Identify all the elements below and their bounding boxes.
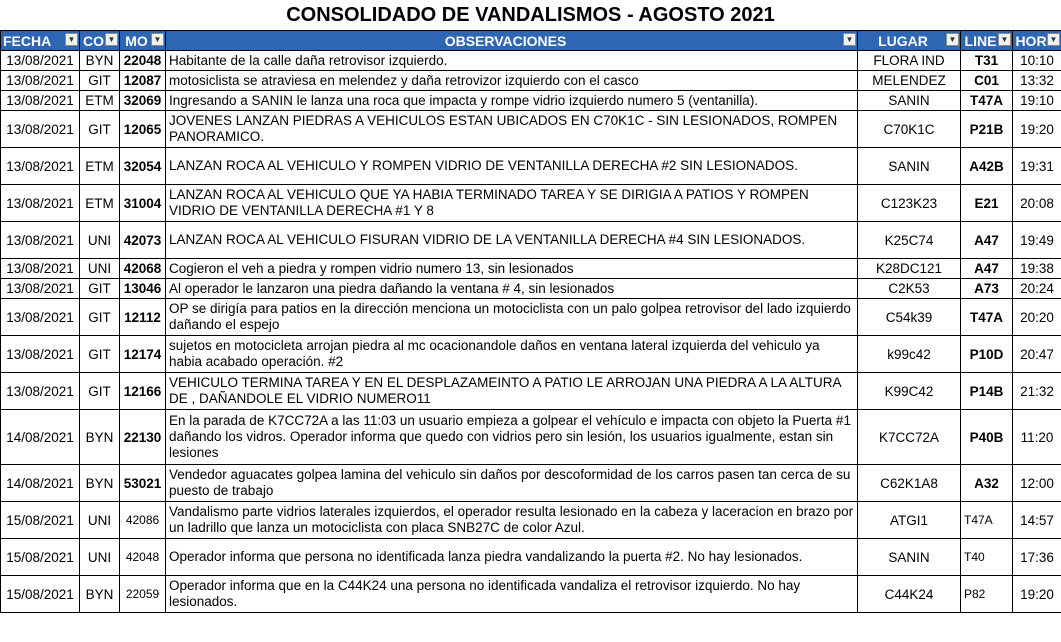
cell-mo[interactable]: 42086 [120, 502, 166, 539]
cell-fecha[interactable]: 14/08/2021 [1, 410, 80, 465]
filter-dropdown-icon[interactable]: ▼ [946, 33, 959, 46]
cell-observaciones[interactable]: Vandalismo parte vidrios laterales izquierdos, el operador resulta lesionado en la cabeza y laceracion en brazo por un ladrillo que lanza un motociclista con placa SNB27C de color Azul. [166, 502, 858, 539]
cell-lugar[interactable]: K28DC121 [858, 259, 961, 279]
cell-co[interactable]: BYN [80, 576, 120, 613]
column-header-observaciones[interactable] [166, 31, 858, 51]
cell-observaciones[interactable]: Vendedor aguacates golpea lamina del vehiculo sin daños por descoformidad de los carros pasen tan cerca de su puesto de trabajo [166, 465, 858, 502]
filter-dropdown-icon[interactable]: ▼ [1047, 33, 1060, 46]
cell-observaciones[interactable]: JOVENES LANZAN PIEDRAS A VEHICULOS ESTAN UBICADOS EN C70K1C - SIN LESIONADOS, ROMPEN PANORAMICO. [166, 111, 858, 148]
column-header-label: OBSERVACIONES [444, 32, 567, 49]
cell-co[interactable]: BYN [80, 410, 120, 465]
column-header-hora[interactable] [1013, 31, 1061, 51]
cell-hora[interactable]: 20:24 [1013, 279, 1061, 299]
cell-linea[interactable]: A47 [961, 222, 1013, 259]
cell-hora[interactable]: 19:38 [1013, 259, 1061, 279]
table-row [1, 373, 1061, 410]
cell-mo[interactable]: 12174 [120, 336, 166, 373]
cell-co[interactable]: UNI [80, 222, 120, 259]
table-row [1, 576, 1061, 613]
column-header-label: HOR [1015, 32, 1047, 49]
cell-hora[interactable]: 14:57 [1013, 502, 1061, 539]
cell-hora[interactable]: 20:08 [1013, 185, 1061, 222]
filter-dropdown-icon[interactable]: ▼ [151, 33, 164, 46]
cell-mo[interactable]: 22130 [120, 410, 166, 465]
cell-hora[interactable]: 19:20 [1013, 576, 1061, 613]
cell-lugar[interactable]: C70K1C [858, 111, 961, 148]
cell-observaciones[interactable]: Ingresando a SANIN le lanza una roca que impacta y rompe vidrio izquierdo numero 5 (ventanilla). [166, 91, 858, 111]
cell-mo[interactable]: 42048 [120, 539, 166, 576]
cell-linea[interactable]: P21B [961, 111, 1013, 148]
cell-fecha[interactable]: 13/08/2021 [1, 71, 80, 91]
table-row [1, 410, 1061, 465]
table-row [1, 71, 1061, 91]
cell-linea[interactable]: C01 [961, 71, 1013, 91]
table-row [1, 148, 1061, 185]
cell-linea[interactable]: T47A [961, 91, 1013, 111]
cell-lugar[interactable]: C2K53 [858, 279, 961, 299]
cell-mo[interactable]: 42073 [120, 222, 166, 259]
table-row [1, 259, 1061, 279]
cell-mo[interactable]: 31004 [120, 185, 166, 222]
cell-lugar[interactable]: C123K23 [858, 185, 961, 222]
cell-lugar[interactable]: K99C42 [858, 373, 961, 410]
cell-fecha[interactable]: 15/08/2021 [1, 539, 80, 576]
cell-fecha[interactable]: 13/08/2021 [1, 91, 80, 111]
cell-fecha[interactable]: 15/08/2021 [1, 576, 80, 613]
cell-fecha[interactable]: 13/08/2021 [1, 259, 80, 279]
cell-linea[interactable]: A42B [961, 148, 1013, 185]
cell-lugar[interactable]: SANIN [858, 148, 961, 185]
cell-co[interactable]: GIT [80, 373, 120, 410]
cell-lugar[interactable]: K7CC72A [858, 410, 961, 465]
cell-linea[interactable]: T40 [961, 539, 1013, 576]
cell-co[interactable]: UNI [80, 539, 120, 576]
cell-fecha[interactable]: 13/08/2021 [1, 111, 80, 148]
cell-lugar[interactable]: SANIN [858, 91, 961, 111]
cell-lugar[interactable]: C44K24 [858, 576, 961, 613]
header-row [1, 31, 1061, 51]
cell-co[interactable]: GIT [80, 71, 120, 91]
cell-co[interactable]: GIT [80, 111, 120, 148]
cell-co[interactable]: UNI [80, 259, 120, 279]
cell-co[interactable]: BYN [80, 465, 120, 502]
column-header-linea[interactable] [961, 31, 1013, 51]
table-row [1, 51, 1061, 71]
cell-co[interactable]: ETM [80, 148, 120, 185]
cell-linea[interactable]: T31 [961, 51, 1013, 71]
cell-lugar[interactable]: FLORA IND [858, 51, 961, 71]
cell-hora[interactable]: 20:20 [1013, 299, 1061, 336]
cell-fecha[interactable]: 13/08/2021 [1, 51, 80, 71]
cell-fecha[interactable]: 13/08/2021 [1, 336, 80, 373]
cell-observaciones[interactable]: VEHICULO TERMINA TAREA Y EN EL DESPLAZAMEINTO A PATIO LE ARROJAN UNA PIEDRA A LA ALTURA DE , DAÑANDOLE EL VIDRIO NUMERO11 [166, 373, 858, 410]
column-header-co[interactable] [80, 31, 120, 51]
table-row [1, 222, 1061, 259]
cell-lugar[interactable]: C54k39 [858, 299, 961, 336]
table-row [1, 502, 1061, 539]
cell-fecha[interactable]: 13/08/2021 [1, 222, 80, 259]
cell-hora[interactable]: 19:10 [1013, 91, 1061, 111]
table-row [1, 539, 1061, 576]
cell-observaciones[interactable]: sujetos en motocicleta arrojan piedra al mc ocacionandole daños en ventana lateral izquierda del vehiculo ya habia acabado operación. #2 [166, 336, 858, 373]
table-row [1, 111, 1061, 148]
cell-observaciones[interactable]: En la parada de K7CC72A a las 11:03 un usuario empieza a golpear el vehículo e impacta con objeto la Puerta #1 dañando los vidros. Operador informa que quedo con vidrios pero sin lesión, los usuarios igualmente, estan sin lesiones [166, 410, 858, 465]
cell-observaciones[interactable]: Operador informa que en la C44K24 una persona no identificada vandaliza el retrovisor izquierdo. No hay lesionados. [166, 576, 858, 613]
table-row [1, 299, 1061, 336]
cell-co[interactable]: BYN [80, 51, 120, 71]
cell-linea[interactable]: P10D [961, 336, 1013, 373]
cell-hora[interactable]: 13:32 [1013, 71, 1061, 91]
cell-fecha[interactable]: 13/08/2021 [1, 299, 80, 336]
cell-observaciones[interactable]: LANZAN ROCA AL VEHICULO FISURAN VIDRIO DE LA VENTANILLA DERECHA #4 SIN LESIONADOS. [166, 222, 858, 259]
table-row [1, 279, 1061, 299]
cell-co[interactable]: GIT [80, 336, 120, 373]
column-header-label: FECHA [3, 32, 52, 49]
cell-co[interactable]: ETM [80, 185, 120, 222]
cell-lugar[interactable]: K25C74 [858, 222, 961, 259]
cell-hora[interactable]: 17:36 [1013, 539, 1061, 576]
sheet-title: CONSOLIDADO DE VANDALISMOS - AGOSTO 2021 [0, 0, 1061, 30]
cell-linea[interactable]: P14B [961, 373, 1013, 410]
cell-linea[interactable]: A73 [961, 279, 1013, 299]
cell-fecha[interactable]: 14/08/2021 [1, 465, 80, 502]
cell-linea[interactable]: T47A [961, 502, 1013, 539]
cell-co[interactable]: ETM [80, 91, 120, 111]
cell-hora[interactable]: 20:47 [1013, 336, 1061, 373]
column-header-lugar[interactable] [858, 31, 961, 51]
cell-linea[interactable]: A32 [961, 465, 1013, 502]
cell-fecha[interactable]: 15/08/2021 [1, 502, 80, 539]
cell-mo[interactable]: 12166 [120, 373, 166, 410]
cell-mo[interactable]: 22059 [120, 576, 166, 613]
cell-mo[interactable]: 53021 [120, 465, 166, 502]
cell-fecha[interactable]: 13/08/2021 [1, 148, 80, 185]
cell-lugar[interactable]: k99c42 [858, 336, 961, 373]
column-header-mo[interactable] [120, 31, 166, 51]
filter-sort-icon[interactable]: ▼ [65, 33, 78, 46]
cell-co[interactable]: GIT [80, 299, 120, 336]
column-header-fecha[interactable] [1, 31, 80, 51]
table-row [1, 465, 1061, 502]
cell-observaciones[interactable]: Operador informa que persona no identificada lanza piedra vandalizando la puerta #2. No hay lesionados. [166, 539, 858, 576]
cell-lugar[interactable]: C62K1A8 [858, 465, 961, 502]
cell-mo[interactable]: 32054 [120, 148, 166, 185]
table-row [1, 336, 1061, 373]
filter-dropdown-icon[interactable]: ▼ [998, 33, 1011, 46]
cell-observaciones[interactable]: Cogieron el veh a piedra y rompen vidrio numero 13, sin lesionados [166, 259, 858, 279]
cell-lugar[interactable]: ATGI1 [858, 502, 961, 539]
cell-linea[interactable]: T47A [961, 299, 1013, 336]
filter-dropdown-icon[interactable]: ▼ [843, 33, 856, 46]
cell-linea[interactable]: P82 [961, 576, 1013, 613]
cell-linea[interactable]: P40B [961, 410, 1013, 465]
cell-hora[interactable]: 19:20 [1013, 111, 1061, 148]
cell-hora[interactable]: 10:10 [1013, 51, 1061, 71]
cell-hora[interactable]: 12:00 [1013, 465, 1061, 502]
cell-hora[interactable]: 11:20 [1013, 410, 1061, 465]
cell-observaciones[interactable]: motosiclista se atraviesa en melendez y daña retrovizor izquierdo con el casco [166, 71, 858, 91]
cell-fecha[interactable]: 13/08/2021 [1, 279, 80, 299]
cell-observaciones[interactable]: OP se dirigía para patios en la dirección menciona un motociclista con un palo golpea retrovisor del lado izquierdo dañando el espejo [166, 299, 858, 336]
table-row [1, 91, 1061, 111]
cell-mo[interactable]: 22048 [120, 51, 166, 71]
cell-co[interactable]: GIT [80, 279, 120, 299]
column-header-label: LUGAR [878, 32, 928, 49]
cell-lugar[interactable]: SANIN [858, 539, 961, 576]
cell-hora[interactable]: 21:32 [1013, 373, 1061, 410]
cell-linea[interactable]: A47 [961, 259, 1013, 279]
cell-observaciones[interactable]: LANZAN ROCA AL VEHICULO Y ROMPEN VIDRIO DE VENTANILLA DERECHA #2 SIN LESIONADOS. [166, 148, 858, 185]
cell-observaciones[interactable]: Habitante de la calle daña retrovisor izquierdo. [166, 51, 858, 71]
cell-mo[interactable]: 12065 [120, 111, 166, 148]
cell-co[interactable]: UNI [80, 502, 120, 539]
cell-mo[interactable]: 42068 [120, 259, 166, 279]
cell-hora[interactable]: 19:49 [1013, 222, 1061, 259]
cell-observaciones[interactable]: LANZAN ROCA AL VEHICULO QUE YA HABIA TERMINADO TAREA Y SE DIRIGIA A PATIOS Y ROMPEN VIDRIO DE VENTANILLA DERECHA #1 Y 8 [166, 185, 858, 222]
column-header-label: CO [83, 32, 104, 49]
cell-linea[interactable]: E21 [961, 185, 1013, 222]
cell-observaciones[interactable]: Al operador le lanzaron una piedra dañando la ventana # 4, sin lesionados [166, 279, 858, 299]
cell-fecha[interactable]: 13/08/2021 [1, 373, 80, 410]
cell-lugar[interactable]: MELENDEZ [858, 71, 961, 91]
table-row [1, 185, 1061, 222]
cell-mo[interactable]: 12112 [120, 299, 166, 336]
cell-fecha[interactable]: 13/08/2021 [1, 185, 80, 222]
column-header-label: MO [125, 32, 148, 49]
cell-mo[interactable]: 32069 [120, 91, 166, 111]
vandalism-table [0, 30, 1061, 613]
cell-mo[interactable]: 12087 [120, 71, 166, 91]
column-header-label: LINE [964, 32, 997, 49]
cell-mo[interactable]: 13046 [120, 279, 166, 299]
filter-dropdown-icon[interactable]: ▼ [105, 33, 118, 46]
cell-hora[interactable]: 19:31 [1013, 148, 1061, 185]
